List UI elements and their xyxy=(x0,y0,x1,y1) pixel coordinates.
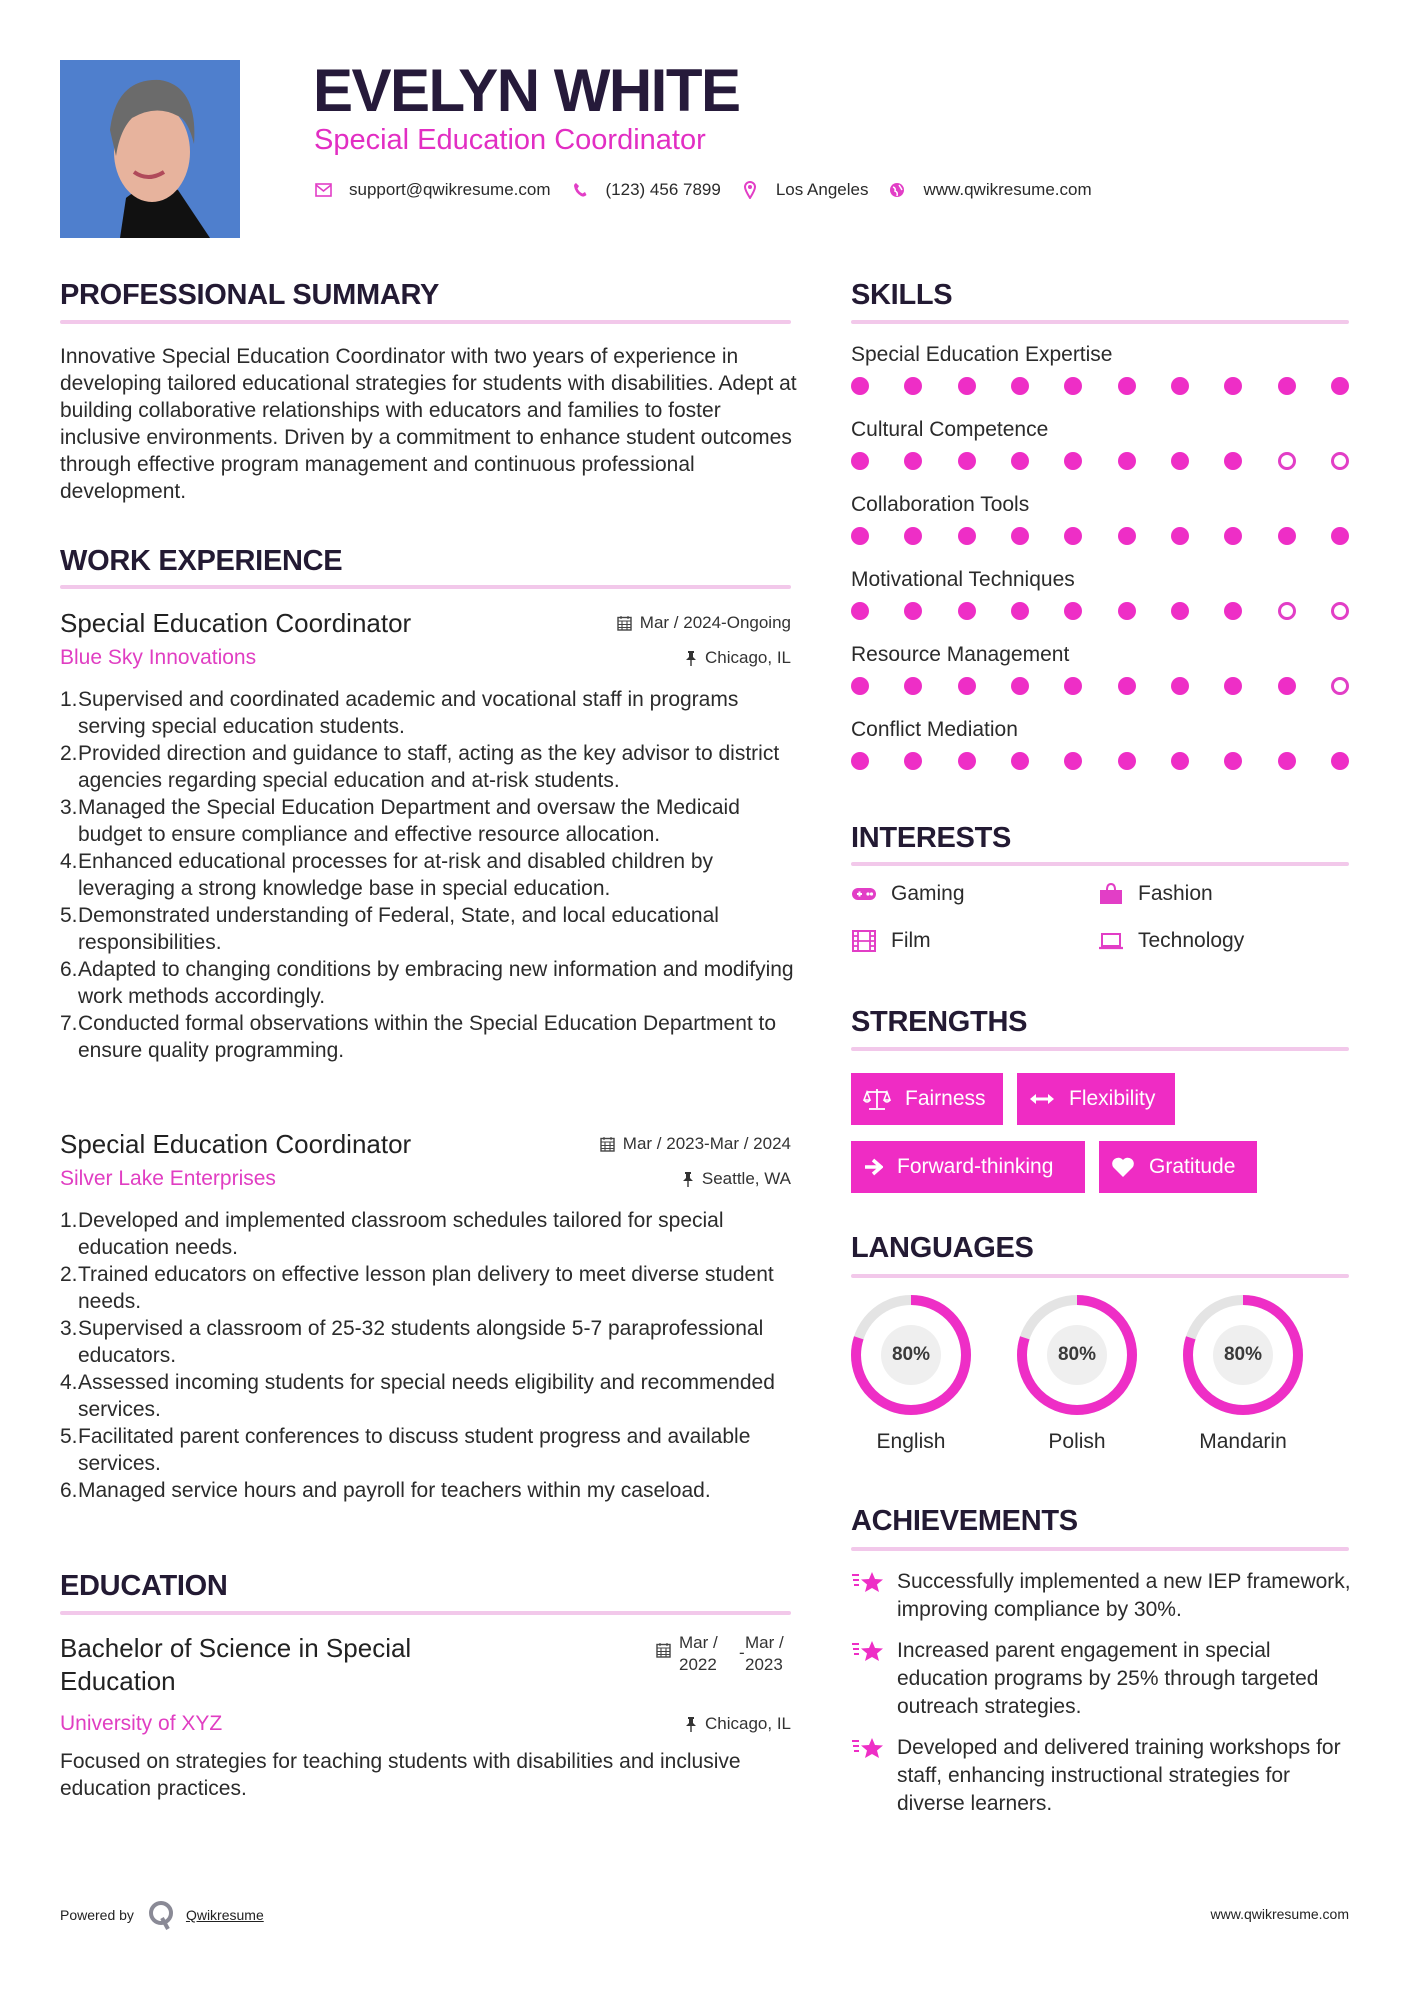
location-text: Los Angeles xyxy=(775,180,869,199)
rating-dot-filled xyxy=(1171,602,1189,620)
profile-photo xyxy=(60,60,240,238)
job-entry xyxy=(60,1127,791,1504)
rating-dot-filled xyxy=(1064,452,1082,470)
language-percent: 80% xyxy=(881,1325,941,1385)
skill-rating xyxy=(851,677,1349,695)
rating-dot-empty xyxy=(1278,452,1296,470)
job-role: Special Education Coordinator xyxy=(60,608,412,638)
section-title-interests: INTERESTS xyxy=(851,822,1012,854)
school-name: University of XYZ xyxy=(60,1712,223,1735)
section-divider xyxy=(851,1547,1349,1551)
globe-icon xyxy=(888,181,906,199)
company-name: Blue Sky Innovations xyxy=(60,646,257,669)
list-item: 5. Facilitated parent conferences to discuss student progress and available services. xyxy=(60,1425,751,1475)
portrait-image xyxy=(60,60,240,238)
contact-bar xyxy=(314,178,1112,202)
achievement-text: Developed and delivered training workshops for staff, enhancing instructional strategies for diverse learners. xyxy=(897,1736,1341,1815)
rating-dot-filled xyxy=(904,752,922,770)
shooting-star-icon xyxy=(851,1568,885,1624)
rating-dot-filled xyxy=(1118,377,1136,395)
rating-dot-filled xyxy=(904,527,922,545)
rating-dot-filled xyxy=(1171,377,1189,395)
rating-dot-filled xyxy=(1118,527,1136,545)
rating-dot-filled xyxy=(1224,377,1242,395)
skill-name: Conflict Mediation xyxy=(851,718,1018,741)
section-title-skills: SKILLS xyxy=(851,279,953,311)
section-divider xyxy=(60,1611,791,1615)
rating-dot-filled xyxy=(1171,752,1189,770)
footer-powered-by: Powered by Qwikresume xyxy=(60,1900,264,1930)
skill-item xyxy=(851,417,1349,492)
calendar-icon xyxy=(600,1136,615,1152)
rating-dot-filled xyxy=(958,677,976,695)
degree-name: Bachelor of Science in Special Education xyxy=(60,1633,412,1696)
rating-dot-filled xyxy=(958,752,976,770)
list-item: 4. Assessed incoming students for special needs eligibility and recommended services. xyxy=(60,1371,775,1421)
section-title-summary: PROFESSIONAL SUMMARY xyxy=(60,279,440,311)
interest-fashion: Fashion xyxy=(1098,882,1213,906)
pushpin-icon xyxy=(685,1716,697,1732)
phone-icon xyxy=(571,181,589,199)
qwikresume-link[interactable]: Qwikresume xyxy=(185,1907,264,1923)
section-divider xyxy=(851,862,1349,866)
company-name: Silver Lake Enterprises xyxy=(60,1167,276,1190)
rating-dot-filled xyxy=(1224,452,1242,470)
skill-item xyxy=(851,567,1349,642)
map-pin-icon xyxy=(741,181,759,199)
language-item xyxy=(1182,1294,1304,1454)
rating-dot-filled xyxy=(904,452,922,470)
education-location: Chicago, IL xyxy=(685,1713,791,1735)
language-progress-ring xyxy=(850,1294,972,1416)
section-divider xyxy=(60,585,791,589)
gamepad-icon xyxy=(851,883,877,905)
interest-technology: Technology xyxy=(1098,929,1244,953)
rating-dot-filled xyxy=(1278,677,1296,695)
rating-dot-filled xyxy=(1064,527,1082,545)
calendar-icon xyxy=(617,615,632,631)
achievement-item xyxy=(851,1637,1351,1721)
candidate-title: Special Education Coordinator xyxy=(314,124,706,156)
envelope-icon xyxy=(314,181,332,199)
rating-dot-filled xyxy=(1064,752,1082,770)
rating-dot-empty xyxy=(1331,677,1349,695)
rating-dot-filled xyxy=(851,377,869,395)
language-item xyxy=(1016,1294,1138,1454)
achievements-list xyxy=(851,1568,1351,1831)
skill-name: Motivational Techniques xyxy=(851,568,1075,591)
rating-dot-filled xyxy=(904,377,922,395)
rating-dot-filled xyxy=(904,677,922,695)
language-progress-ring xyxy=(1182,1294,1304,1416)
language-percent: 80% xyxy=(1047,1325,1107,1385)
shooting-star-icon xyxy=(851,1734,885,1818)
rating-dot-filled xyxy=(851,602,869,620)
rating-dot-filled xyxy=(851,677,869,695)
list-item: 4. Enhanced educational processes for at-risk and disabled children by leveraging a strong knowledge base in special education. xyxy=(60,850,714,900)
rating-dot-empty xyxy=(1278,602,1296,620)
rating-dot-filled xyxy=(1064,677,1082,695)
section-divider xyxy=(851,1047,1349,1051)
section-title-languages: LANGUAGES xyxy=(851,1232,1034,1264)
language-item xyxy=(850,1294,972,1454)
laptop-icon xyxy=(1098,930,1124,952)
rating-dot-filled xyxy=(1331,377,1349,395)
heart-icon xyxy=(1111,1156,1135,1178)
rating-dot-filled xyxy=(904,602,922,620)
section-divider xyxy=(60,320,791,324)
contact-email[interactable] xyxy=(314,180,551,200)
list-item: 5. Demonstrated understanding of Federal, State, and local educational responsibilities. xyxy=(60,904,719,954)
rating-dot-filled xyxy=(851,452,869,470)
list-item: 6. Adapted to changing conditions by embracing new information and modifying work methods accordingly. xyxy=(60,958,794,1008)
job-location: Chicago, IL xyxy=(685,647,791,669)
skill-rating xyxy=(851,752,1349,770)
strength-tag-forward-thinking: Forward-thinking xyxy=(851,1141,1085,1193)
list-item: 7. Conducted formal observations within the Special Education Department to ensure quality programming. xyxy=(60,1012,777,1062)
education-dates: Mar / 2022 - Mar / 2023 xyxy=(656,1632,791,1698)
contact-location xyxy=(741,180,869,200)
list-item: 6. Managed service hours and payroll for teachers within my caseload. xyxy=(60,1479,711,1502)
list-item: 1. Supervised and coordinated academic and vocational staff in programs serving special education students. xyxy=(60,688,739,738)
skill-name: Resource Management xyxy=(851,643,1070,666)
rating-dot-filled xyxy=(958,452,976,470)
rating-dot-filled xyxy=(1064,377,1082,395)
website-text: www.qwikresume.com xyxy=(923,180,1092,199)
arrows-horizontal-icon xyxy=(1029,1092,1055,1106)
rating-dot-filled xyxy=(1224,602,1242,620)
section-title-strengths: STRENGTHS xyxy=(851,1006,1028,1038)
list-item: 1. Developed and implemented classroom schedules tailored for special education needs. xyxy=(60,1209,724,1259)
language-percent: 80% xyxy=(1213,1325,1273,1385)
rating-dot-filled xyxy=(958,602,976,620)
skills-list xyxy=(851,342,1349,792)
qwikresume-logo-icon xyxy=(148,1900,174,1930)
skill-name: Cultural Competence xyxy=(851,418,1049,441)
languages-list xyxy=(850,1294,1304,1454)
rating-dot-filled xyxy=(1118,752,1136,770)
calendar-icon xyxy=(656,1642,671,1658)
skill-rating xyxy=(851,377,1349,395)
rating-dot-filled xyxy=(1011,677,1029,695)
section-divider xyxy=(851,1274,1349,1278)
achievement-text: Increased parent engagement in special education programs by 25% through targeted outreach strategies. xyxy=(897,1639,1319,1718)
pushpin-icon xyxy=(685,650,697,666)
section-title-experience: WORK EXPERIENCE xyxy=(60,545,343,577)
rating-dot-filled xyxy=(1171,677,1189,695)
rating-dot-empty xyxy=(1331,602,1349,620)
job-location: Seattle, WA xyxy=(682,1168,791,1190)
shooting-star-icon xyxy=(851,1637,885,1721)
skill-rating xyxy=(851,527,1349,545)
rating-dot-filled xyxy=(1171,527,1189,545)
job-bullets xyxy=(60,686,800,1064)
rating-dot-filled xyxy=(1011,452,1029,470)
language-progress-ring xyxy=(1016,1294,1138,1416)
skill-rating xyxy=(851,452,1349,470)
education-description: Focused on strategies for teaching students with disabilities and inclusive education practices. xyxy=(60,1750,741,1800)
skill-name: Collaboration Tools xyxy=(851,493,1030,516)
rating-dot-filled xyxy=(1064,602,1082,620)
rating-dot-empty xyxy=(1331,452,1349,470)
rating-dot-filled xyxy=(958,377,976,395)
rating-dot-filled xyxy=(1331,527,1349,545)
film-icon xyxy=(851,930,877,952)
strength-tag-flexibility: Flexibility xyxy=(1017,1073,1175,1125)
section-title-achievements: ACHIEVEMENTS xyxy=(851,1505,1078,1537)
skill-rating xyxy=(851,602,1349,620)
achievement-item xyxy=(851,1568,1351,1624)
strength-tag-gratitude: Gratitude xyxy=(1099,1141,1257,1193)
rating-dot-filled xyxy=(1171,452,1189,470)
rating-dot-filled xyxy=(1224,752,1242,770)
rating-dot-filled xyxy=(1278,527,1296,545)
rating-dot-filled xyxy=(958,527,976,545)
rating-dot-filled xyxy=(1224,677,1242,695)
arrow-right-icon xyxy=(863,1157,883,1177)
achievement-text: Successfully implemented a new IEP framework, improving compliance by 30%. xyxy=(897,1570,1351,1621)
phone-text: (123) 456 7899 xyxy=(605,180,721,199)
rating-dot-filled xyxy=(1224,527,1242,545)
language-name: Polish xyxy=(1048,1430,1106,1453)
list-item: 2. Trained educators on effective lesson plan delivery to meet diverse student needs. xyxy=(60,1263,774,1313)
section-title-education: EDUCATION xyxy=(60,1570,228,1602)
rating-dot-filled xyxy=(1278,752,1296,770)
list-item: 3. Managed the Special Education Department and oversaw the Medicaid budget to ensure compliance and effective resource allocation. xyxy=(60,796,740,846)
interest-gaming: Gaming xyxy=(851,882,965,906)
strength-tag-fairness: Fairness xyxy=(851,1073,1003,1125)
job-bullets xyxy=(60,1207,800,1504)
footer-website[interactable]: www.qwikresume.com xyxy=(1210,1906,1349,1922)
list-item: 2. Provided direction and guidance to staff, acting as the key advisor to district agencies regarding special education and at-risk students. xyxy=(60,742,780,792)
pushpin-icon xyxy=(682,1171,694,1187)
interest-film: Film xyxy=(851,929,931,953)
job-role: Special Education Coordinator xyxy=(60,1129,412,1159)
rating-dot-filled xyxy=(1011,527,1029,545)
contact-website[interactable] xyxy=(888,180,1091,200)
education-start: Mar / 2022 xyxy=(679,1633,718,1674)
balance-scale-icon xyxy=(863,1087,891,1111)
job-entry xyxy=(60,606,794,1064)
candidate-name: EVELYN WHITE xyxy=(313,57,740,124)
section-divider xyxy=(851,320,1349,324)
skill-item xyxy=(851,642,1349,717)
rating-dot-filled xyxy=(1118,602,1136,620)
rating-dot-filled xyxy=(1011,752,1029,770)
education-end: Mar / 2023 xyxy=(745,1633,784,1674)
rating-dot-filled xyxy=(851,752,869,770)
job-dates: Mar / 2023-Mar / 2024 xyxy=(600,1133,791,1155)
rating-dot-filled xyxy=(1011,377,1029,395)
job-dates: Mar / 2024-Ongoing xyxy=(617,612,791,634)
skill-item xyxy=(851,492,1349,567)
skill-item xyxy=(851,342,1349,417)
list-item: 3. Supervised a classroom of 25-32 students alongside 5-7 paraprofessional educators. xyxy=(60,1317,764,1367)
skill-name: Special Education Expertise xyxy=(851,343,1113,366)
rating-dot-filled xyxy=(1278,377,1296,395)
language-name: Mandarin xyxy=(1199,1430,1287,1453)
rating-dot-filled xyxy=(1331,752,1349,770)
rating-dot-filled xyxy=(1118,452,1136,470)
summary-text: Innovative Special Education Coordinator with two years of experience in developing tailored educational strategies for students with disabilities. Adept at building collaborative relationships with educators and families to foster inclusive environments. Driven by a commitment to enhance student outcomes through effective program management and continuous professional development. xyxy=(60,345,797,503)
education-entry xyxy=(60,1632,791,1802)
language-name: English xyxy=(876,1430,946,1453)
contact-phone[interactable] xyxy=(571,180,721,200)
email-text: support@qwikresume.com xyxy=(349,180,551,199)
skill-item xyxy=(851,717,1349,792)
achievement-item xyxy=(851,1734,1351,1818)
rating-dot-filled xyxy=(1011,602,1029,620)
rating-dot-filled xyxy=(851,527,869,545)
shopping-bag-icon xyxy=(1098,883,1124,905)
rating-dot-filled xyxy=(1118,677,1136,695)
